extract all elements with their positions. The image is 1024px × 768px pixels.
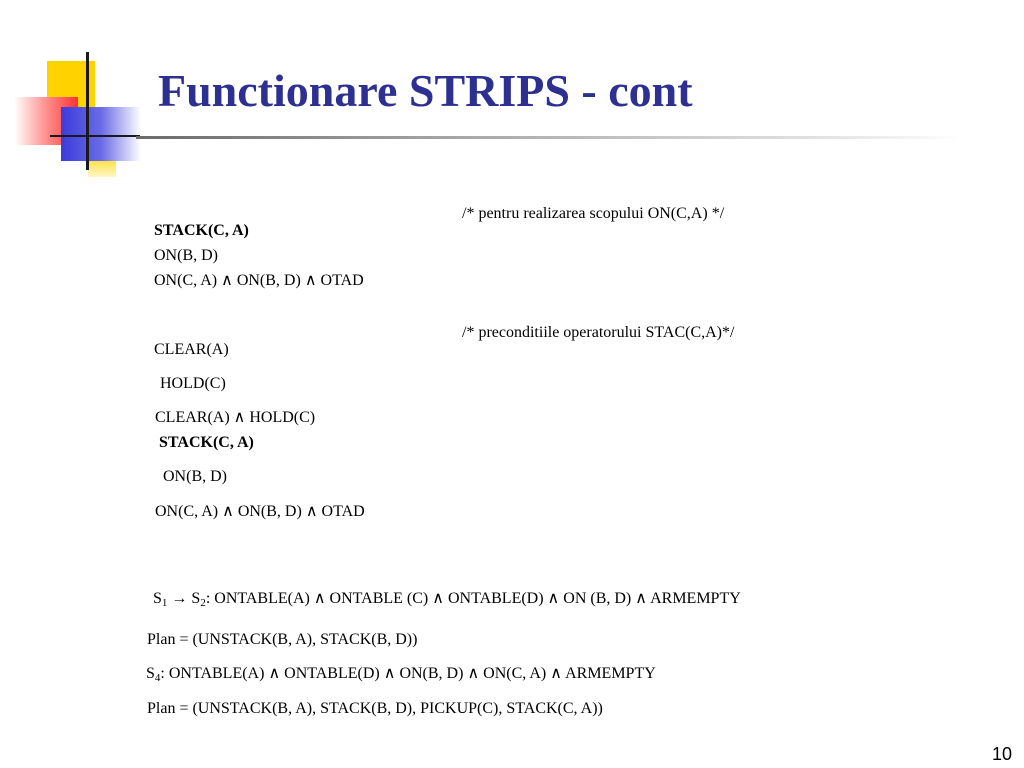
title-underline	[136, 136, 966, 139]
page-number: 10	[991, 744, 1012, 764]
slide-title: Functionare STRIPS - cont	[158, 65, 693, 116]
line-goal-stack: ON(C, A) ∧ ON(B, D) ∧ OTAD	[154, 272, 364, 289]
line-goal-stack-2: ON(C, A) ∧ ON(B, D) ∧ OTAD	[155, 503, 365, 520]
state-s4-description: : ONTABLE(A) ∧ ONTABLE(D) ∧ ON(B, D) ∧ ON(C, A) ∧ ARMEMPTY	[160, 665, 656, 682]
line-on-bd: ON(B, D)	[154, 247, 218, 264]
state-s4: $S_4$	[146, 665, 161, 684]
decor-horizontal-line	[50, 135, 140, 137]
line-hold-c: HOLD(C)	[160, 375, 226, 392]
line-clear-a: CLEAR(A)	[154, 341, 229, 358]
comment-goal: /* pentru realizarea scopului ON(C,A) */	[462, 205, 725, 222]
line-on-bd-2: ON(B, D)	[163, 468, 227, 485]
state-s2: $S_2$	[191, 590, 206, 609]
decor-blue-square	[61, 107, 141, 161]
state-s1: $S_1$	[153, 590, 168, 609]
decor-vertical-line	[86, 52, 89, 170]
plan-2: Plan = (UNSTACK(B, A), STACK(B, D), PICKUP(C), STACK(C, A))	[147, 700, 603, 717]
plan-1: Plan = (UNSTACK(B, A), STACK(B, D))	[147, 631, 418, 648]
line-stack-ca-2: STACK(C, A)	[159, 434, 254, 451]
line-clear-hold: CLEAR(A) ∧ HOLD(C)	[155, 409, 316, 426]
state-s2-description: : ONTABLE(A) ∧ ONTABLE (C) ∧ ONTABLE(D) ∧ ON (B, D) ∧ ARMEMPTY	[205, 590, 741, 607]
state-s4-line	[146, 666, 656, 684]
comment-preconditions: /* preconditiile operatorului STAC(C,A)*/	[462, 324, 735, 341]
decor-yellow-strip	[88, 161, 116, 177]
arrow-right: →	[167, 590, 192, 607]
transition-s1-s2	[153, 591, 741, 609]
line-stack-ca: STACK(C, A)	[154, 222, 249, 239]
